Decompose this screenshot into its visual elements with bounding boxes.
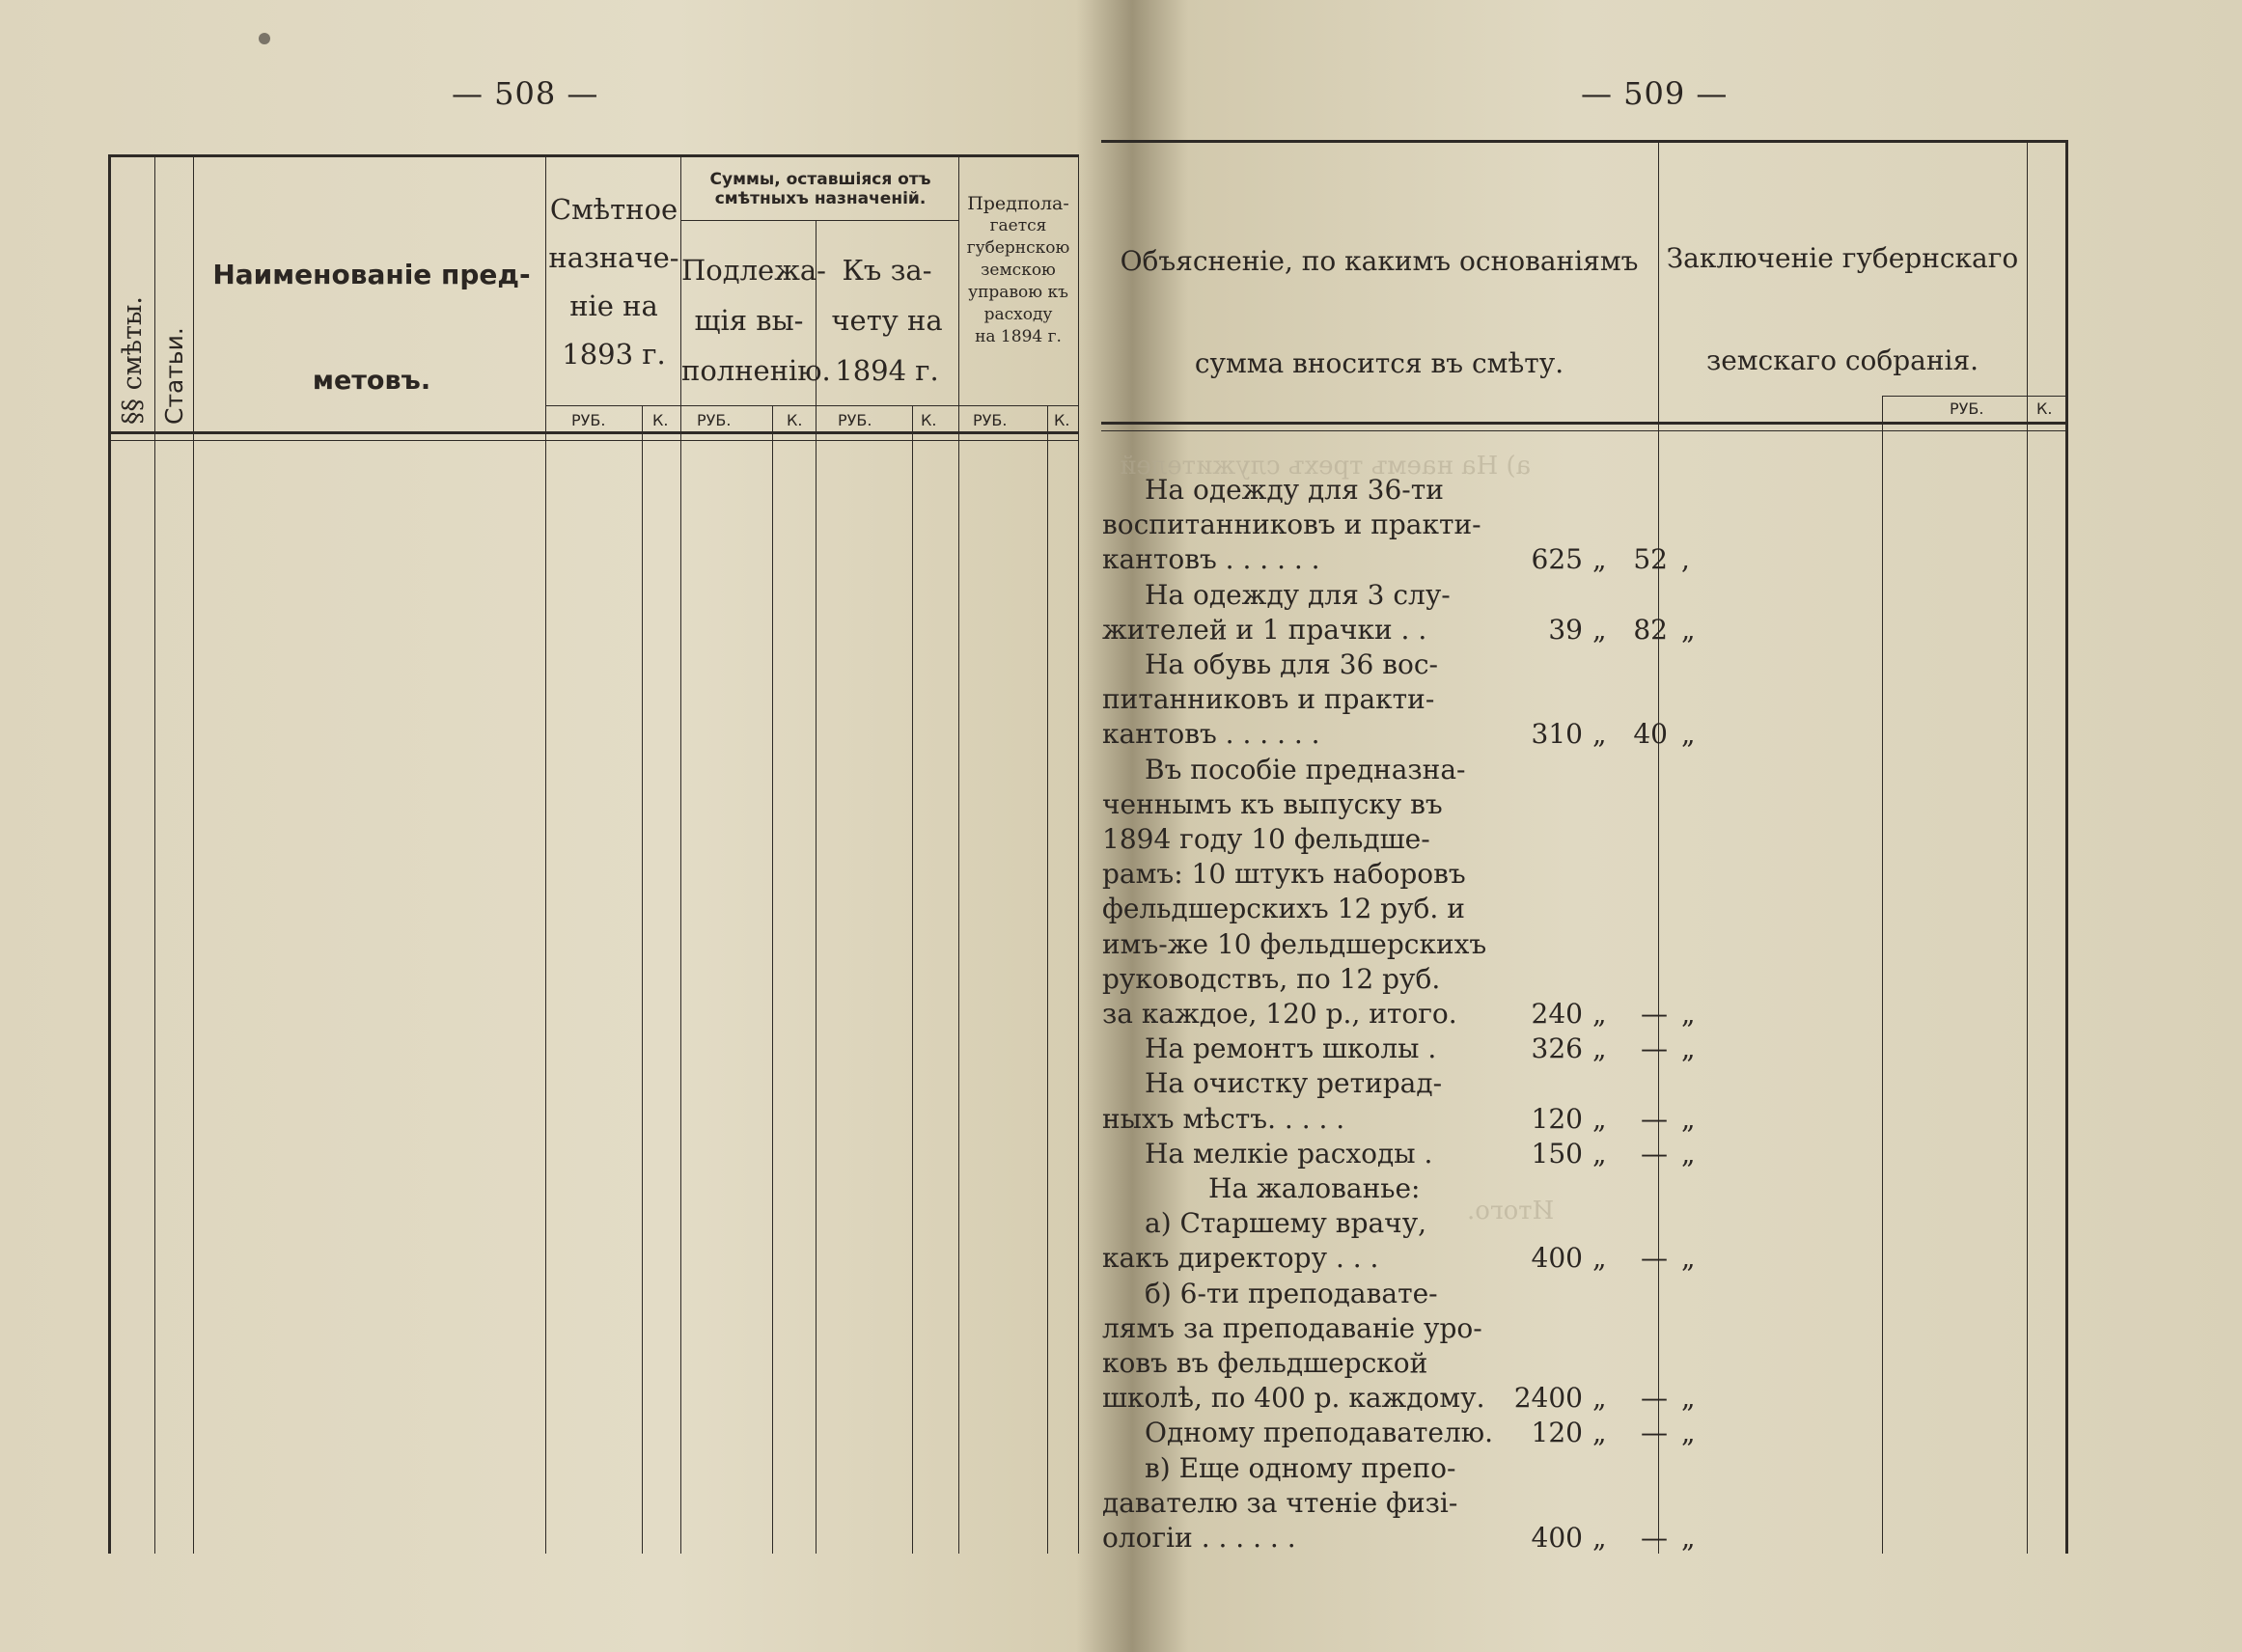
list-item	[1102, 473, 1701, 508]
item-text: На жалованье:	[1208, 1172, 1421, 1204]
item-text: руководствъ, по 12 руб.	[1102, 962, 1441, 995]
header-stati: Статьи.	[160, 327, 188, 425]
header-bottom-rule	[1101, 422, 2066, 425]
ditto-mark: „	[1592, 1102, 1607, 1135]
item-text: 1894 году 10 фельдше-	[1102, 823, 1430, 855]
item-text: давателю за чтеніе физі-	[1102, 1486, 1458, 1519]
amount-kopecks: 40	[1633, 718, 1668, 751]
list-item	[1102, 857, 1701, 892]
item-text: ологіи . . . . . .	[1102, 1522, 1296, 1554]
ditto-mark: „	[1592, 1522, 1607, 1554]
header-bottom-rule-2	[1101, 430, 2066, 431]
list-item	[1102, 682, 1701, 717]
amount-rubles: 625	[1531, 543, 1583, 576]
unit-kop: К.	[1054, 411, 1070, 429]
ditto-mark: „	[1592, 543, 1607, 576]
amount-rubles: 39	[1548, 613, 1583, 646]
header-podlezh: Подлежа- щія вы- полненію.	[681, 254, 831, 387]
col-divider	[642, 405, 643, 1554]
col-divider	[1882, 396, 1883, 1554]
units-rule	[545, 405, 1078, 406]
amount-rubles: 120	[1531, 1102, 1583, 1135]
ditto-mark: „	[1681, 1522, 1696, 1554]
list-item	[1102, 1521, 1701, 1556]
amount-kopecks: —	[1641, 1102, 1668, 1135]
item-text: На мелкіе расходы .	[1145, 1137, 1433, 1170]
item-text: а) Старшему врачу,	[1145, 1207, 1427, 1240]
item-text: за каждое, 120 р., итого.	[1102, 998, 1457, 1030]
ditto-mark: „	[1592, 613, 1607, 646]
col-divider	[2027, 140, 2028, 1554]
col-divider	[1078, 154, 1079, 1554]
header-smetnoe: Смѣтное назначе- ніе на 1893 г.	[548, 193, 679, 371]
table-right-border	[2065, 140, 2068, 1554]
ditto-mark: „	[1681, 1382, 1696, 1415]
item-text: лямъ за преподаваніе уро-	[1102, 1311, 1482, 1344]
item-text: в) Еще одному препо-	[1145, 1451, 1456, 1484]
item-text: школѣ, по 400 р. каждому.	[1102, 1382, 1485, 1415]
item-text: ковъ въ фельдшерской	[1102, 1347, 1428, 1379]
item-text: какъ директору . . .	[1102, 1242, 1379, 1275]
list-item	[1102, 962, 1701, 997]
list-item	[1102, 1416, 1701, 1450]
ditto-mark: „	[1681, 1242, 1696, 1275]
unit-rub: РУБ.	[697, 411, 732, 429]
list-item	[1102, 508, 1701, 542]
list-item	[1102, 787, 1701, 822]
ditto-mark: „	[1592, 718, 1607, 751]
list-item	[1102, 647, 1701, 682]
explanation-column	[1102, 473, 1696, 1554]
ditto-mark: „	[1681, 1032, 1696, 1065]
page-number-right: — 509 —	[1581, 75, 1729, 112]
header-group: Суммы, оставшіяся отъ смѣтныхъ назначеній.	[709, 170, 931, 208]
col-divider	[545, 154, 546, 1554]
amount-kopecks: —	[1641, 1137, 1668, 1170]
item-text: ныхъ мѣстъ. . . . .	[1102, 1102, 1345, 1135]
unit-rub: РУБ.	[973, 411, 1008, 429]
list-item	[1102, 1451, 1701, 1486]
list-item	[1102, 927, 1701, 962]
list-item	[1102, 1206, 1701, 1241]
list-item	[1102, 997, 1701, 1032]
col-divider	[154, 154, 155, 1554]
ditto-mark: „	[1592, 998, 1607, 1030]
unit-kop: К.	[787, 411, 803, 429]
amount-rubles: 310	[1531, 718, 1583, 751]
item-text: На одежду для 36-ти	[1145, 474, 1444, 506]
header-bottom-rule-2	[108, 440, 1078, 441]
table-top-rule	[108, 154, 1078, 157]
header-zachetu: Къ за- чету на 1894 г.	[831, 254, 943, 387]
ditto-mark: „	[1681, 718, 1696, 751]
list-item	[1102, 1277, 1701, 1311]
amount-rubles: 400	[1531, 1242, 1583, 1275]
item-text: жителей и 1 прачки . .	[1102, 613, 1427, 646]
item-text: Одному преподавателю.	[1145, 1417, 1494, 1449]
bleed-through-text: Итого.	[1467, 1197, 1555, 1225]
item-text: б) 6-ти преподавате-	[1145, 1277, 1438, 1309]
amount-kopecks: —	[1641, 1522, 1668, 1554]
group-rule	[680, 220, 958, 221]
header-obyasnenie: Объясненіе, по какимъ основаніямъ сумма вносится въ смѣту.	[1120, 245, 1639, 379]
list-item	[1102, 613, 1701, 647]
col-divider	[958, 154, 959, 1554]
list-item	[1102, 1032, 1701, 1066]
unit-kop: К.	[921, 411, 937, 429]
col-divider	[772, 405, 773, 1554]
list-item	[1102, 822, 1701, 857]
ditto-mark: „	[1592, 1382, 1607, 1415]
item-text: На ремонтъ школы .	[1145, 1032, 1437, 1065]
amount-rubles: 2400	[1513, 1382, 1583, 1415]
amount-kopecks: 82	[1633, 613, 1668, 646]
ditto-mark: „	[1592, 1417, 1607, 1449]
item-text: кантовъ . . . . . .	[1102, 718, 1320, 751]
item-text: фельдшерскихъ 12 руб. и	[1102, 893, 1465, 925]
item-text: На обувь для 36 вос-	[1145, 648, 1438, 680]
page-blemish	[259, 33, 270, 44]
amount-kopecks: —	[1641, 1417, 1668, 1449]
list-item	[1102, 1066, 1701, 1101]
ditto-mark: „	[1681, 1102, 1696, 1135]
page-number-left: — 508 —	[452, 75, 599, 112]
amount-kopecks: 52	[1633, 543, 1668, 576]
unit-rub: РУБ.	[838, 411, 872, 429]
amount-kopecks: —	[1641, 1382, 1668, 1415]
list-item	[1102, 1241, 1701, 1276]
ditto-mark: ,	[1681, 543, 1690, 576]
list-item	[1102, 1486, 1701, 1521]
list-item	[1102, 717, 1701, 752]
unit-kop: К.	[652, 411, 669, 429]
ditto-mark: „	[1681, 998, 1696, 1030]
item-text: ченнымъ къ выпуску въ	[1102, 787, 1443, 820]
header-smety: §§ смѣты.	[118, 296, 148, 425]
col-divider	[193, 154, 194, 1554]
table-top-rule	[1101, 140, 2066, 143]
amount-kopecks: —	[1641, 1032, 1668, 1065]
ditto-mark: „	[1592, 1137, 1607, 1170]
amount-kopecks: —	[1641, 1242, 1668, 1275]
ditto-mark: „	[1681, 613, 1696, 646]
header-predpol: Предпола- гается губернскою земскою управою къ расходу на 1894 г.	[966, 193, 1070, 346]
ditto-mark: „	[1592, 1242, 1607, 1275]
list-item	[1102, 1381, 1701, 1416]
list-item	[1102, 892, 1701, 926]
left-page	[0, 0, 1100, 1652]
list-item	[1102, 1346, 1701, 1381]
list-item	[1102, 753, 1701, 787]
amount-rubles: 400	[1531, 1522, 1583, 1554]
list-item	[1102, 1137, 1701, 1171]
col-divider	[816, 220, 817, 1554]
unit-rub: РУБ.	[1950, 399, 1984, 418]
list-item	[1102, 1171, 1701, 1206]
col-divider	[1047, 405, 1048, 1554]
ditto-mark: „	[1681, 1417, 1696, 1449]
amount-rubles: 150	[1531, 1137, 1583, 1170]
amount-kopecks: —	[1641, 998, 1668, 1030]
item-text: На очистку ретирад-	[1145, 1067, 1443, 1100]
item-text: питанниковъ и практи-	[1102, 683, 1435, 716]
list-item	[1102, 1102, 1701, 1137]
item-text: Въ пособіе предназна-	[1145, 753, 1466, 785]
item-text: рамъ: 10 штукъ наборовъ	[1102, 858, 1466, 891]
unit-kop: К.	[2036, 399, 2053, 418]
amount-rubles: 120	[1531, 1417, 1583, 1449]
list-item	[1102, 542, 1701, 577]
list-item	[1102, 578, 1701, 613]
item-text: кантовъ . . . . . .	[1102, 543, 1320, 576]
amount-rubles: 326	[1531, 1032, 1583, 1065]
unit-rub: РУБ.	[571, 411, 606, 429]
header-name: Наименованіе пред- метовъ.	[212, 259, 531, 396]
col-divider	[912, 405, 913, 1554]
ditto-mark: „	[1592, 1032, 1607, 1065]
amount-rubles: 240	[1531, 998, 1583, 1030]
header-zakl: Заключеніе губернскаго земскаго собранія.	[1666, 242, 2019, 376]
ditto-mark: „	[1681, 1137, 1696, 1170]
list-item	[1102, 1311, 1701, 1346]
bleed-through-text: a) На наемъ трехъ служителей	[1120, 452, 1532, 481]
table-left-border	[108, 154, 111, 1554]
item-text: имъ-же 10 фельдшерскихъ	[1102, 927, 1487, 960]
item-text: На одежду для 3 слу-	[1145, 578, 1451, 611]
item-text: воспитанниковъ и практи-	[1102, 509, 1481, 541]
